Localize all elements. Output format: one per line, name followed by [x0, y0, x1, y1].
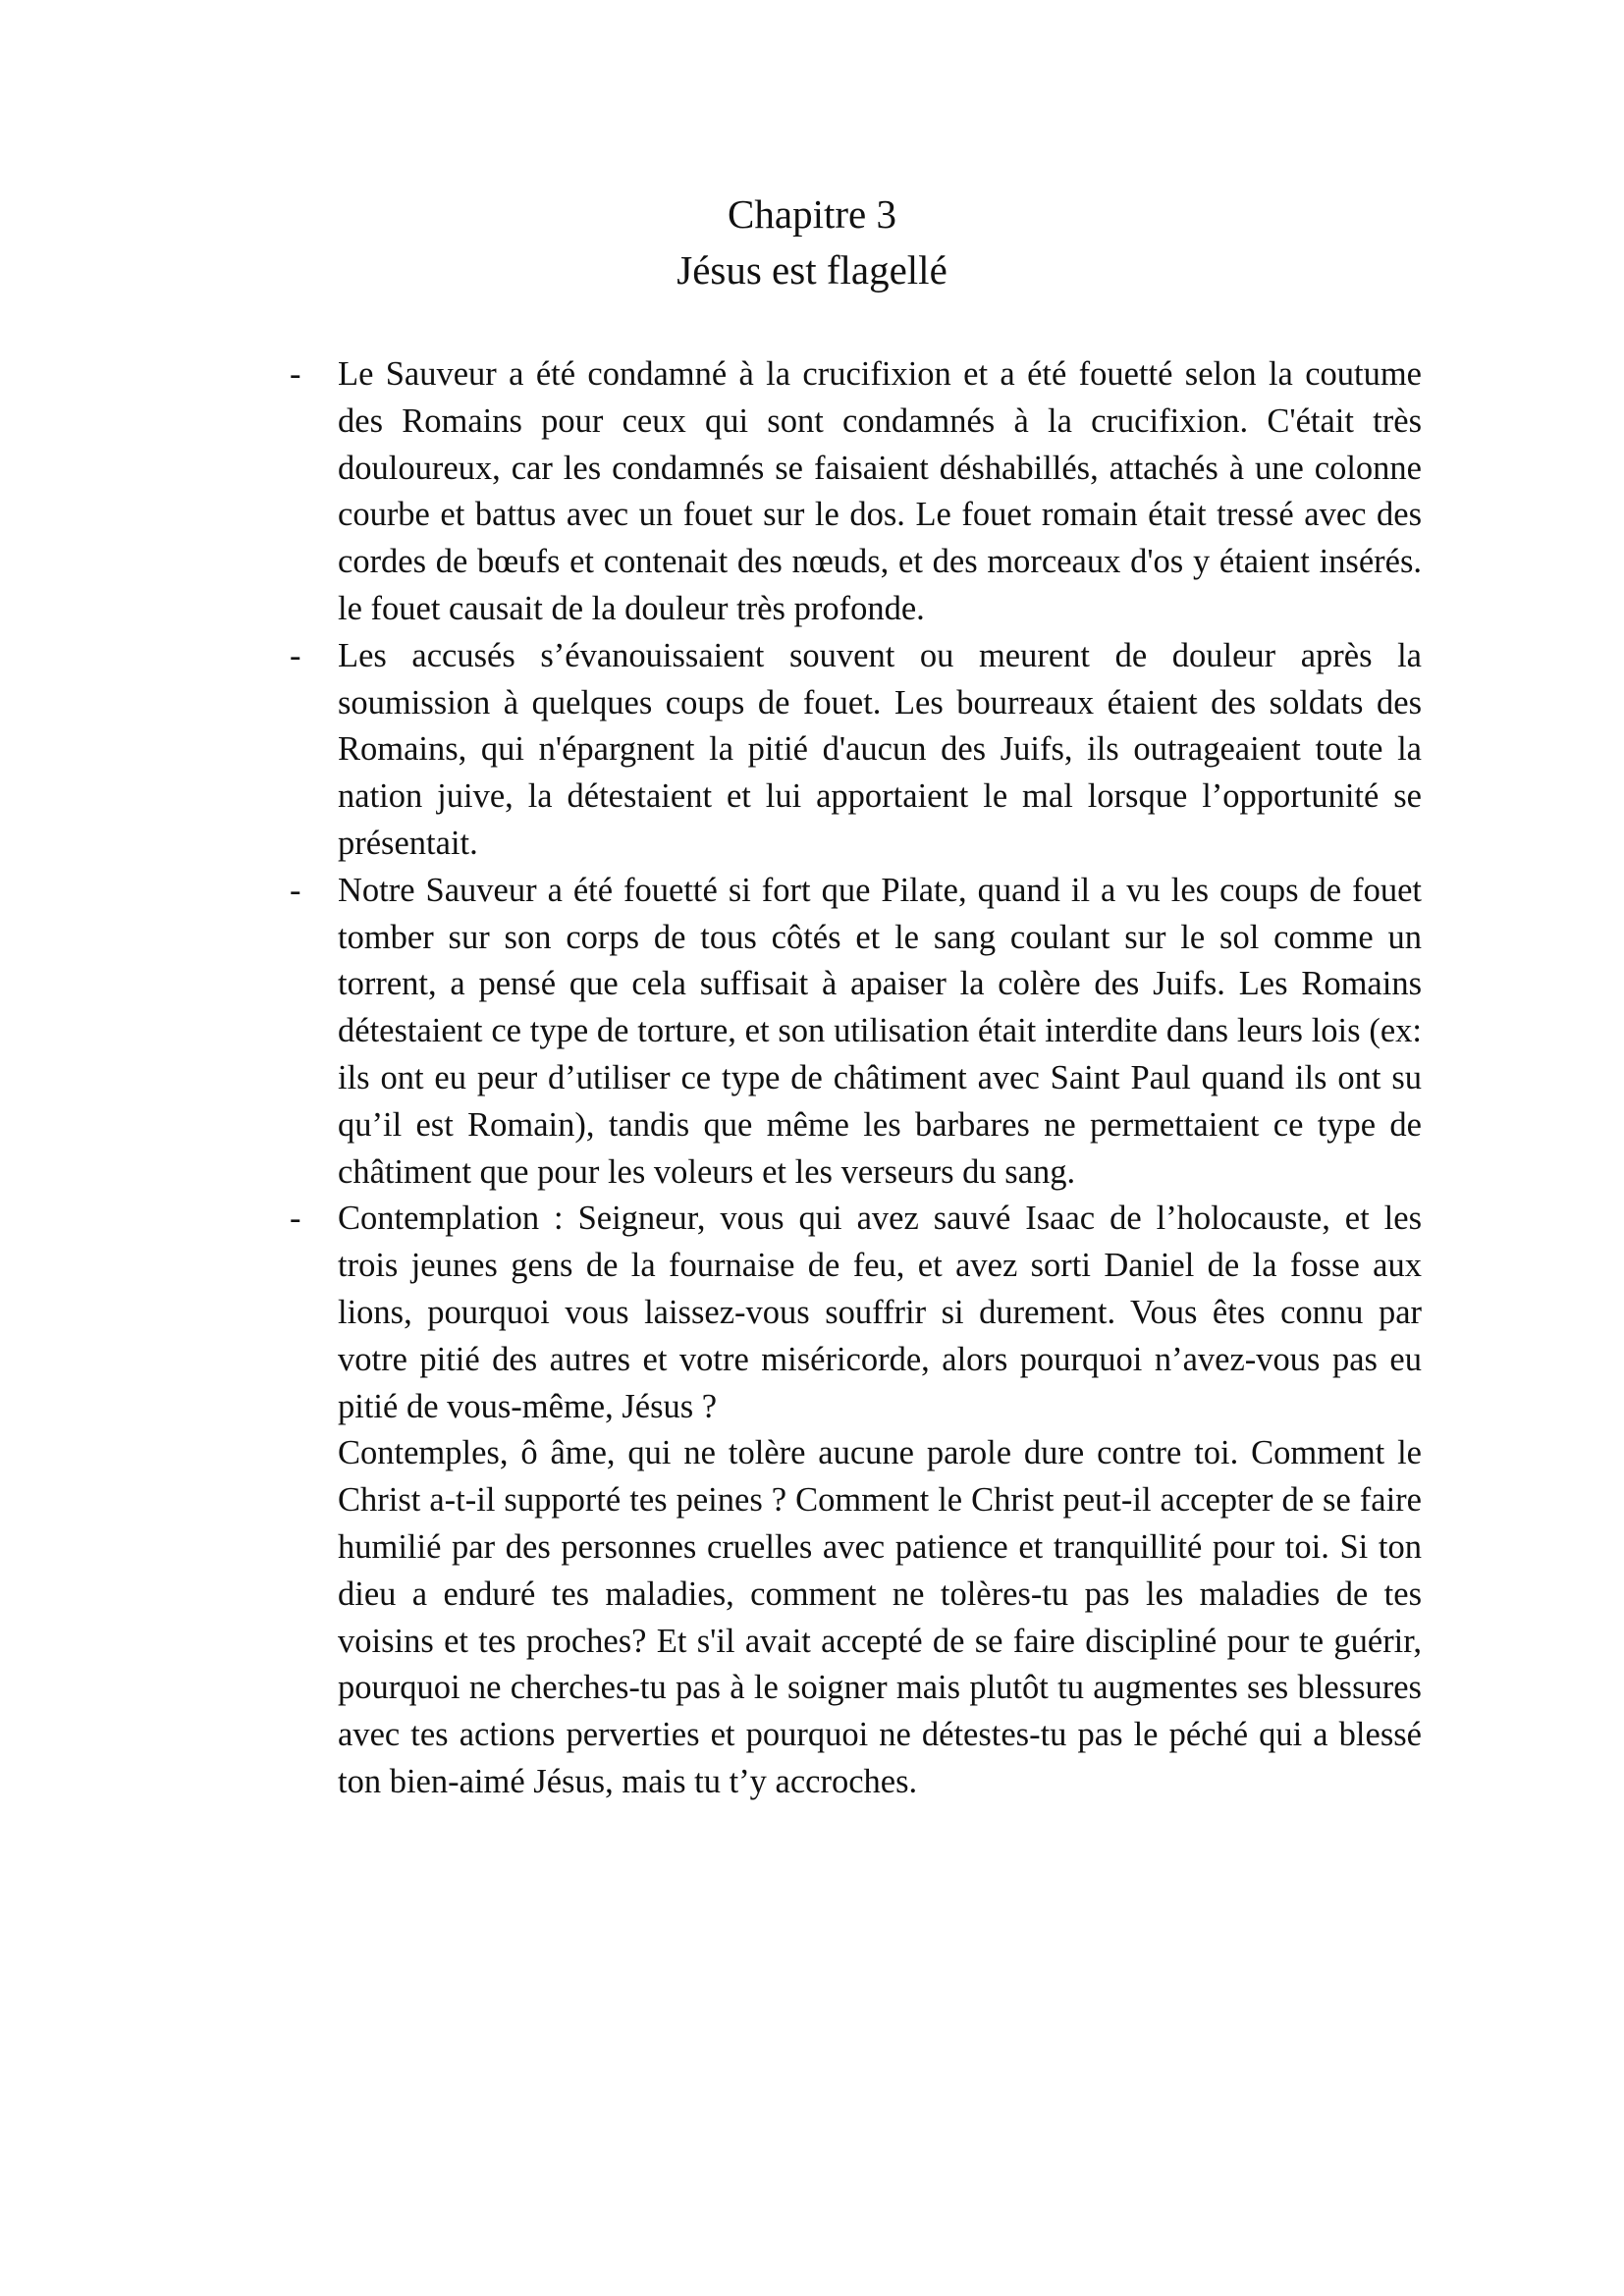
bullet-dash: - [290, 1200, 301, 1238]
bullet-dash: - [290, 871, 301, 909]
chapter-number: Chapitre 3 [728, 191, 896, 237]
paragraph: Le Sauveur a été condamné à la crucifixion et a été fouetté selon la coutume des Romains pour ceux qui sont condamnés à la crucifixion. C'était très douloureux, car les condamnés se faisaient déshabillés, attachés à une colonne courbe et battus avec un fouet sur le dos. Le fouet romain était tressé avec des cordes de bœufs et contenait des nœuds, et des morceaux d'os y étaient insérés. le fouet causait de la douleur très profonde. [338, 355, 1422, 627]
paragraph: Contemples, ô âme, qui ne tolère aucune parole dure contre toi. Comment le Christ a-t-il supporté tes peines ? Comment le Christ peut-il accepter de se faire humilié par des personnes cruelles avec patience et tranquillité pour toi. Si ton dieu a enduré tes maladies, comment ne tolères-tu pas les maladies de tes voisins et tes proches? Et s'il avait accepté de se faire discipliné pour te guérir, pourquoi ne cherches-tu pas à le soigner mais plutôt tu augmentes ses blessures avec tes actions perverties et pourquoi ne détestes-tu pas le péché qui a blessé ton bien-aimé Jésus, mais tu t’y accroches. [338, 1434, 1422, 1800]
chapter-title: Jésus est flagellé [677, 247, 947, 293]
list-item [290, 868, 1422, 1197]
bullet-dash: - [290, 636, 301, 674]
chapter-heading [0, 187, 1624, 298]
list-item [290, 351, 1422, 633]
paragraph: Les accusés s’évanouissaient souvent ou meurent de douleur après la soumission à quelques coups de fouet. Les bourreaux étaient des soldats des Romains, qui n'épargnent la pitié d'aucun des Juifs, ils outrageaient toute la nation juive, la détestaient et lui apportaient le mal lorsque l’opportunité se présentait. [338, 636, 1422, 862]
list-item [290, 633, 1422, 868]
paragraph: Contemplation : Seigneur, vous qui avez sauvé Isaac de l’holocauste, et les trois jeunes gens de la fournaise de feu, et avez sorti Daniel de la fosse aux lions, pourquoi vous laissez-vous souffrir si durement. Vous êtes connu par votre pitié des autres et votre miséricorde, alors pourquoi n’avez-vous pas eu pitié de vous-même, Jésus ? [338, 1200, 1422, 1425]
bullet-dash: - [290, 355, 301, 393]
paragraph: Notre Sauveur a été fouetté si fort que Pilate, quand il a vu les coups de fouet tomber sur son corps de tous côtés et le sang coulant sur le sol comme un torrent, a pensé que cela suffisait à apaiser la colère des Juifs. Les Romains détestaient ce type de torture, et son utilisation était interdite dans leurs lois (ex: ils ont eu peur d’utiliser ce type de châtiment avec Saint Paul quand ils ont su qu’il est Romain), tandis que même les barbares ne permettaient ce type de châtiment que pour les voleurs et les verseurs du sang. [338, 871, 1422, 1191]
body-list [290, 351, 1422, 1806]
list-item [290, 1196, 1422, 1805]
